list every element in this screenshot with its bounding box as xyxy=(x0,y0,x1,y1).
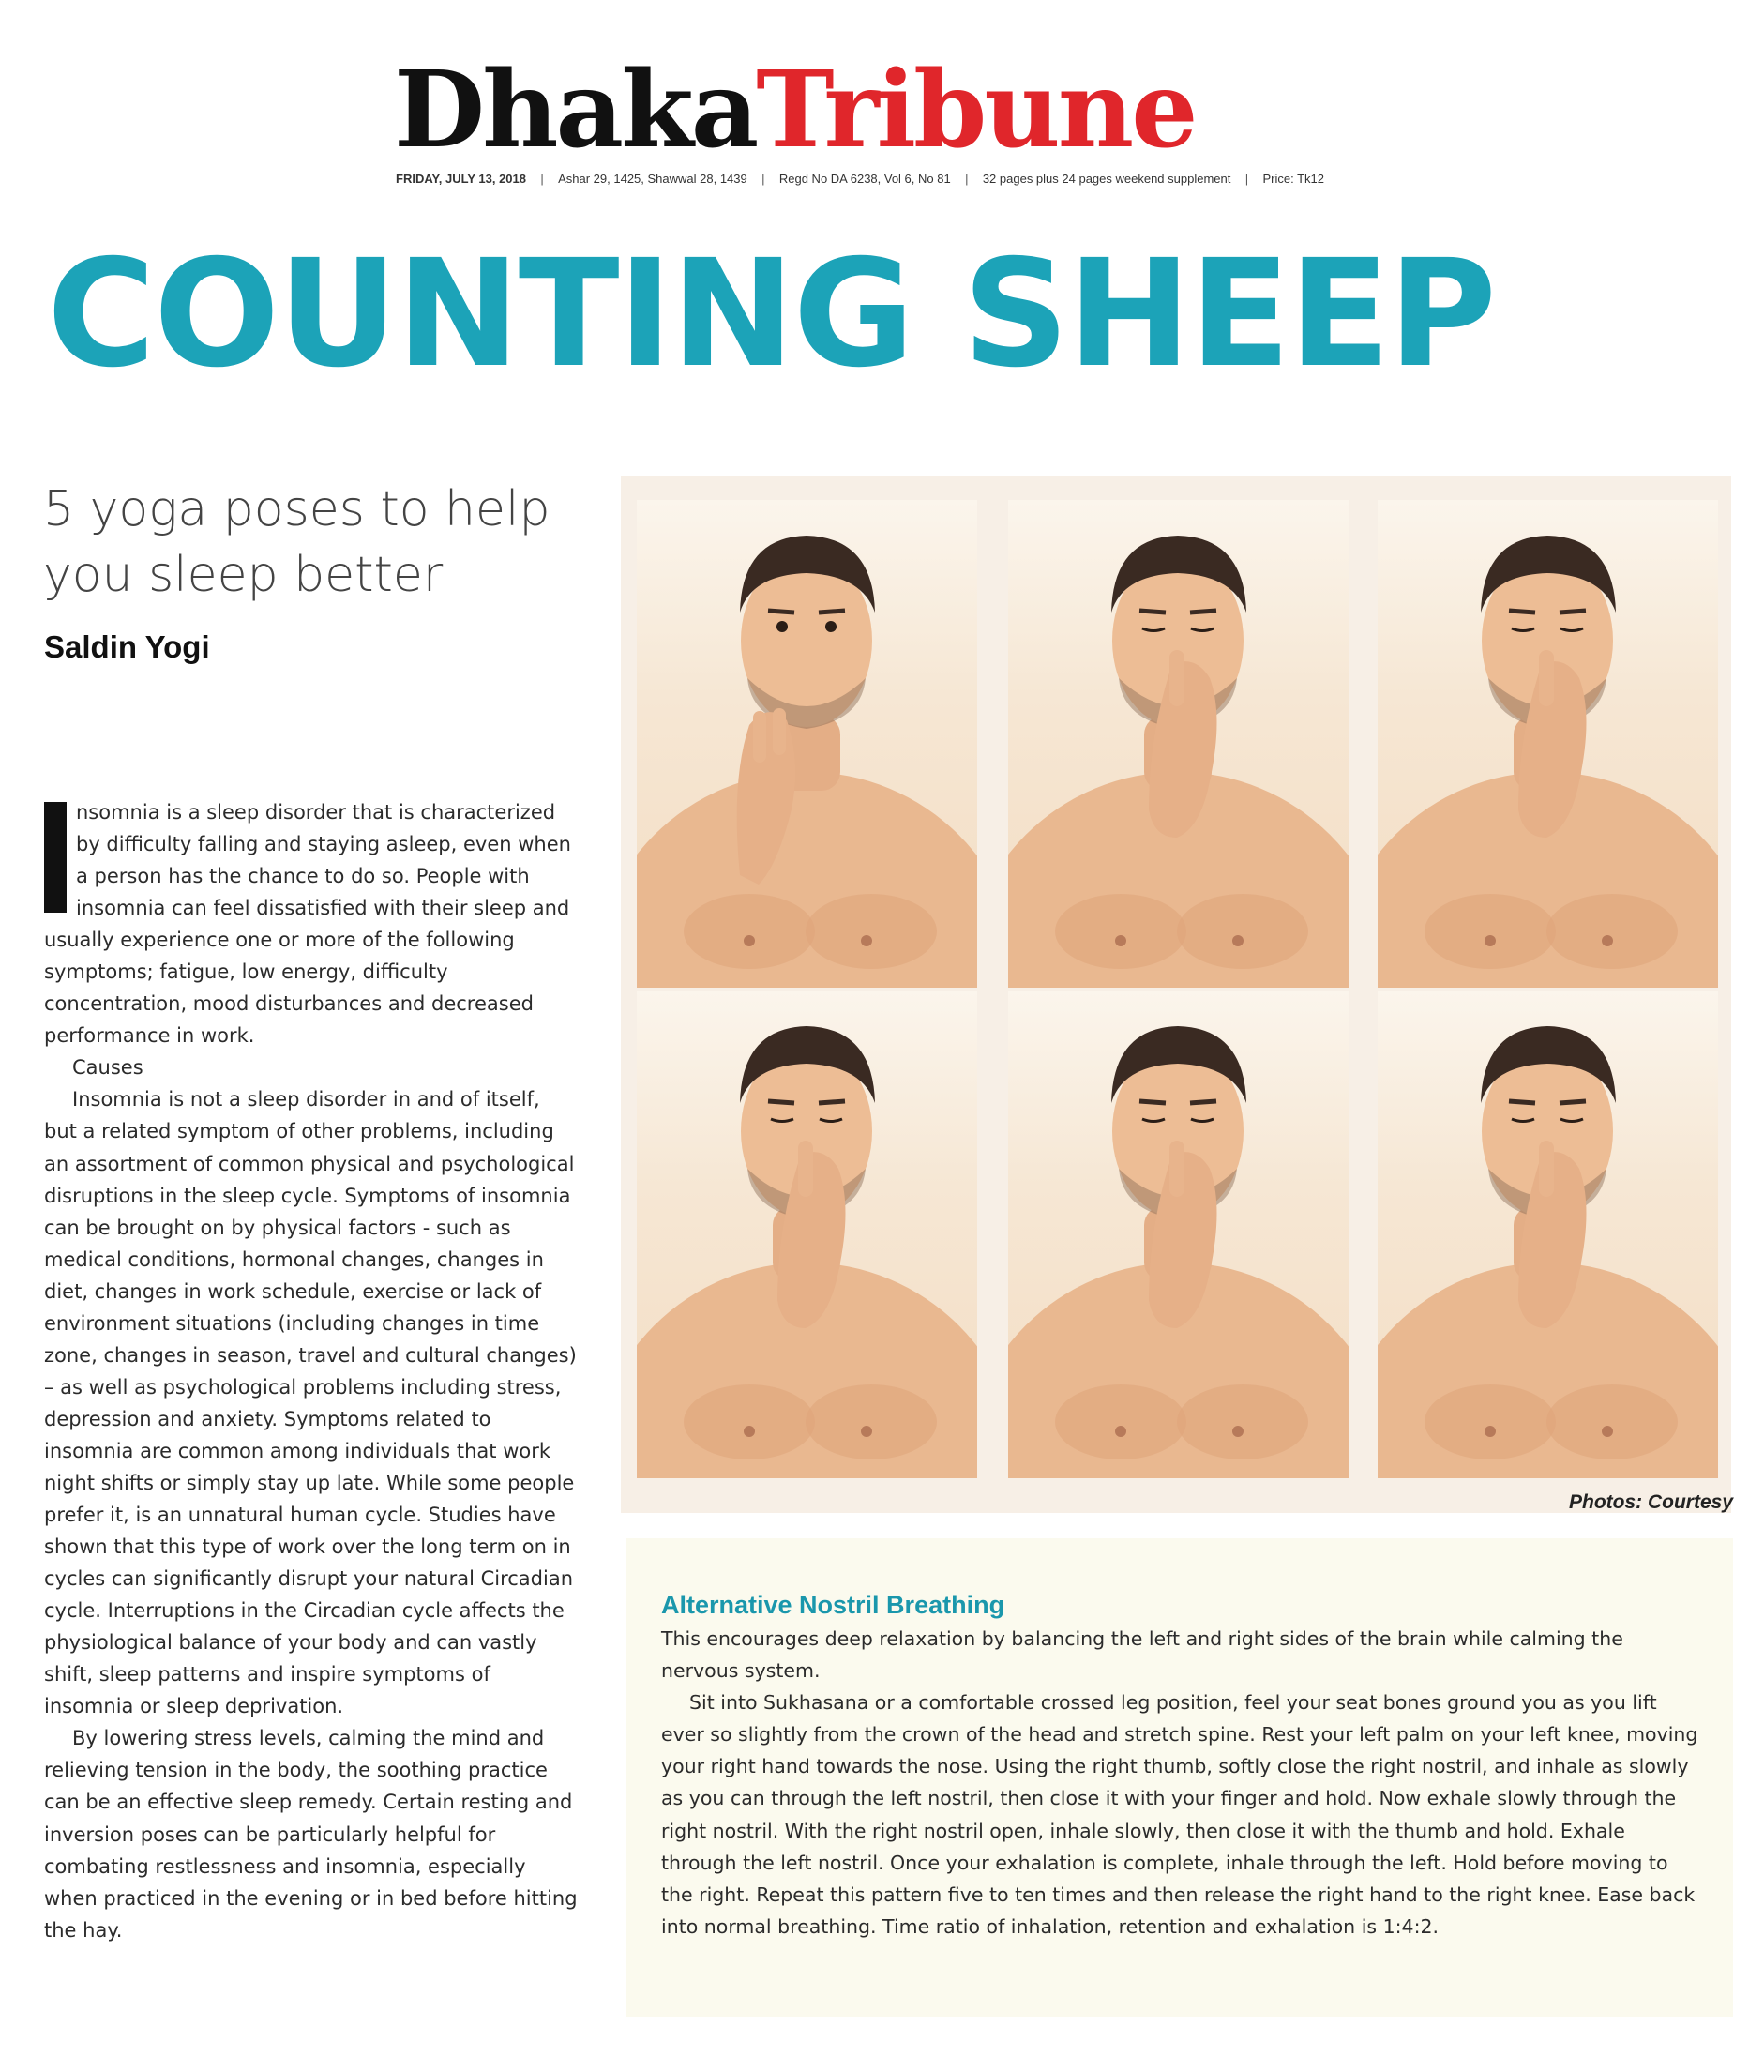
price: Price: Tk12 xyxy=(1262,171,1324,186)
photo-credit: Photos: Courtesy xyxy=(1568,1491,1733,1513)
page-count: 32 pages plus 24 pages weekend supplement xyxy=(982,171,1231,186)
article-paragraph: By lowering stress levels, calming the mind and relieving tension in the body, the soothing practice can be an effective sleep remedy. Certain resting and inversion poses can be particularly helpful for combating restlessness and insomnia, especially when practiced in the evening or in bed before hitting the hay. xyxy=(44,1727,578,1942)
yoga-photo xyxy=(1008,500,1349,988)
registration-number: Regd No DA 6238, Vol 6, No 81 xyxy=(778,171,951,186)
yoga-photo xyxy=(1008,991,1349,1478)
section-title: Alternative Nostril Breathing xyxy=(661,1591,1005,1619)
yoga-photo xyxy=(637,500,977,988)
separator: | xyxy=(761,171,765,186)
masthead-dhaka: Dhaka xyxy=(394,49,757,172)
separator: | xyxy=(540,171,544,186)
section-intro: This encourages deep relaxation by balancing the left and right sides of the brain while calming the nervous system. xyxy=(661,1627,1623,1683)
yoga-photo xyxy=(1378,991,1718,1478)
headline: COUNTING SHEEP xyxy=(47,228,1495,401)
byline: Saldin Yogi xyxy=(44,629,210,664)
dateline xyxy=(396,169,1324,188)
yoga-photo xyxy=(637,991,977,1478)
section-steps: Sit into Sukhasana or a comfortable crossed leg position, feel your seat bones ground you as you lift ever so slightly from the crown of the head and stretch spine. Rest your left palm on your left knee, moving your right hand towards the nose. Using the right thumb, softly close the right nostril, and inhale as slowly as you can through the left nostril, then close it with your finger and hold. Now exhale slowly through the right nostril. With the right nostril open, inhale slowly, then close it with the thumb and hold. Exhale through the left nostril. Once your exhalation is complete, inhale through the left. Hold before moving to the right. Repeat this pattern five to ten times and then release the right hand to the right knee. Ease back into normal breathing. Time ratio of inhalation, retention and exhalation is 1:4:2. xyxy=(661,1691,1698,1938)
section-body xyxy=(661,1623,1702,1998)
separator: | xyxy=(965,171,969,186)
issue-date: FRIDAY, JULY 13, 2018 xyxy=(396,171,526,186)
dropcap-i xyxy=(44,802,67,913)
masthead-tribune: Tribune xyxy=(756,49,1196,172)
yoga-photo xyxy=(1378,500,1718,988)
subheadline: 5 yoga poses to help you sleep better xyxy=(43,481,550,603)
article-body xyxy=(44,796,579,2006)
masthead-logo xyxy=(394,49,1313,172)
separator: | xyxy=(1244,171,1249,186)
calendar-dates: Ashar 29, 1425, Shawwal 28, 1439 xyxy=(558,171,747,186)
article-paragraph: Insomnia is not a sleep disorder in and of itself, but a related symptom of other problems, including an assortment of common physical and psychological disruptions in the sleep cycle. Symptoms of insomnia can be brought on by physical factors - such as medical conditions, hormonal changes, changes in diet, changes in work schedule, exercise or lack of environment situations (including changes in time zone, changes in season, travel and cultural changes) – as well as psychological problems including stress, depression and anxiety. Symptoms related to insomnia are common among individuals that work night shifts or simply stay up late. While some people prefer it, is an unnatural human cycle. Studies have shown that this type of work over the long term on in cycles can significantly disrupt your natural Circadian cycle. Interruptions in the Circadian cycle affects the physiological balance of your body and can vastly shift, sleep patterns and inspire symptoms of insomnia or sleep deprivation. xyxy=(44,1088,577,1718)
causes-label: Causes xyxy=(72,1056,143,1080)
article-intro xyxy=(44,796,579,1051)
article-intro-text: nsomnia is a sleep disorder that is characterized by difficulty falling and staying asleep, even when a person has the chance to do so. People with insomnia can feel dissatisfied with their sleep and usually experience one or more of the following symptoms; fatigue, low energy, difficulty concentration, mood disturbances and decreased performance in work. xyxy=(44,801,571,1048)
